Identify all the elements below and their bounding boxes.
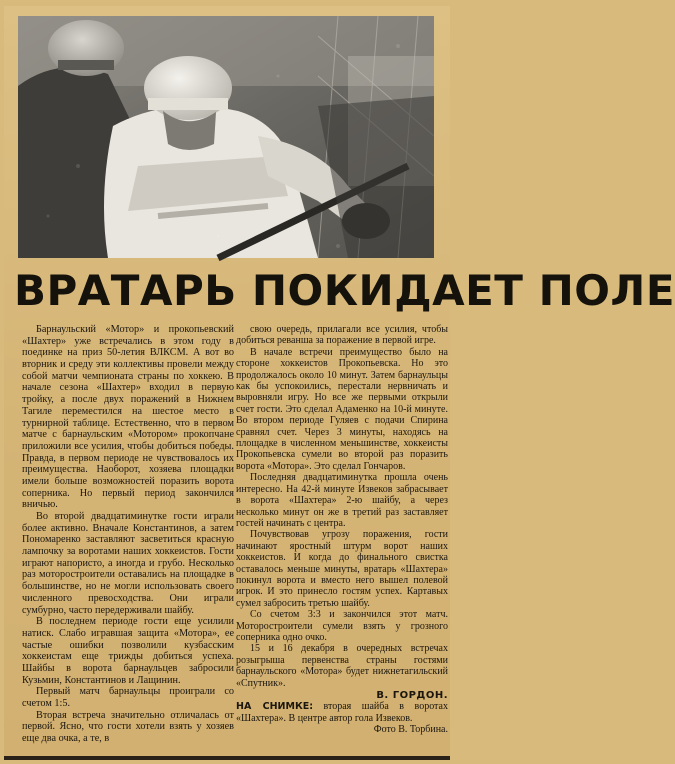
hockey-photo <box>18 16 434 258</box>
paragraph: Последняя двадцатиминутка прошла очень интересно. На 42-й минуте Извеков забрасывает в ворота «Шахтера» 2-ю шайбу, а через несколько минут он же в третий раз заставляет гостей начинать с центра. <box>236 472 448 529</box>
paragraph: Барнаульский «Мотор» и прокопьевский «Шахтер» уже встречались в этом году в поединке на приз 50-летия ВЛКСМ. А вот во вторник и среду эти коллективы провели между собой матчи чемпионата страны по хоккею. В начале сезона «Шахтер» входил в первую тройку, а после двух поражений в Нижнем Тагиле переместился на шестое место в турнирной таблице. Естественно, что в первом матче с барнаульским «Мотором» прокопчане приложили все усилия, чтобы добиться победы. Правда, в первом периоде не чувствовалось их преимущества. Наоборот, хозяева площадки имели больше возможностей поразить ворота соперника. Но первый период закончился вничью. <box>22 324 234 511</box>
paragraph: Почувствовав угрозу поражения, гости начинают яростный штурм ворот наших хоккеистов. И когда до финального свистка оставалось меньше минуты, вратарь «Шахтера» покинул ворота и вместо него вышел полевой игрок. И это принесло гостям успех. Картавых сумел забросить третью шайбу. <box>236 529 448 609</box>
author-signature: В. ГОРДОН. <box>376 690 448 701</box>
caption-text: вторая шайба в воротах «Шахтера». В центре автор гола Извеков. <box>236 701 448 724</box>
paragraph: В последнем периоде гости еще усилили натиск. Слабо игравшая защита «Мотора», ее частые ошибки позволили кузбасским хоккеистам еще трижды добиться успеха. Шайбы в ворота барнаульцев забросили Кузьмин, Константинов и Лащинин. <box>22 616 234 686</box>
hockey-photo-image <box>18 16 434 258</box>
paragraph: свою очередь, прилагали все усилия, чтобы добиться реванша за поражение в первой игре. <box>236 324 448 347</box>
article-column-left <box>22 324 234 745</box>
newspaper-clipping <box>4 6 675 760</box>
article-headline: ВРАТАРЬ ПОКИДАЕТ ПОЛЕ <box>14 266 675 315</box>
paragraph: В начале встречи преимущество было на стороне хоккеистов Прокопьевска. Но это продолжалось около 10 минут. Затем барнаульцы как бы успокоились, перестали нервничать и выровняли игру. Но все же первыми открыли счет гости. Это сделал Адаменко на 10-й минуте. Во втором периоде Гуляев с подачи Спирина сравнял счет. Через 3 минуты, находясь на площадке в численном меньшинстве, хоккеисты Прокопьевска сумели во второй раз поразить ворота «Мотора». Это сделал Гончаров. <box>236 346 448 472</box>
paragraph: Во второй двадцатиминутке гости играли более активно. Вначале Константинов, а затем Пономаренко заставляют засветиться красную лампочку за воротами наших хоккеистов. Гости играют напористо, а иногда и грубо. Несколько раз моторостроители оставались на площадке в большинстве, но не могли использовать своего численного превосходства. Они играли сумбурно, часто передерживали шайбу. <box>22 511 234 616</box>
article-column-right <box>236 324 448 736</box>
paragraph: 15 и 16 декабря в очередных встречах розыгрыша первенства страны гостями барнаульского «Мотора» будет нижнетагильский «Спутник». <box>236 643 448 689</box>
caption-label: НА СНИМКЕ: <box>236 701 314 713</box>
paragraph: Вторая встреча значительно отличалась от первой. Ясно, что гости хотели взять у хозяев еще два очка, а те, в <box>22 709 234 745</box>
bottom-rule <box>4 756 450 760</box>
paragraph: Первый матч барнаульцы проиграли со счетом 1:5. <box>22 686 234 709</box>
paragraph: Со счетом 3:3 и закончился этот матч. Моторостроители сумели взять у грозного соперника одно очко. <box>236 609 448 643</box>
photo-caption <box>236 701 448 724</box>
photo-credit: Фото В. Торбина. <box>373 724 448 736</box>
